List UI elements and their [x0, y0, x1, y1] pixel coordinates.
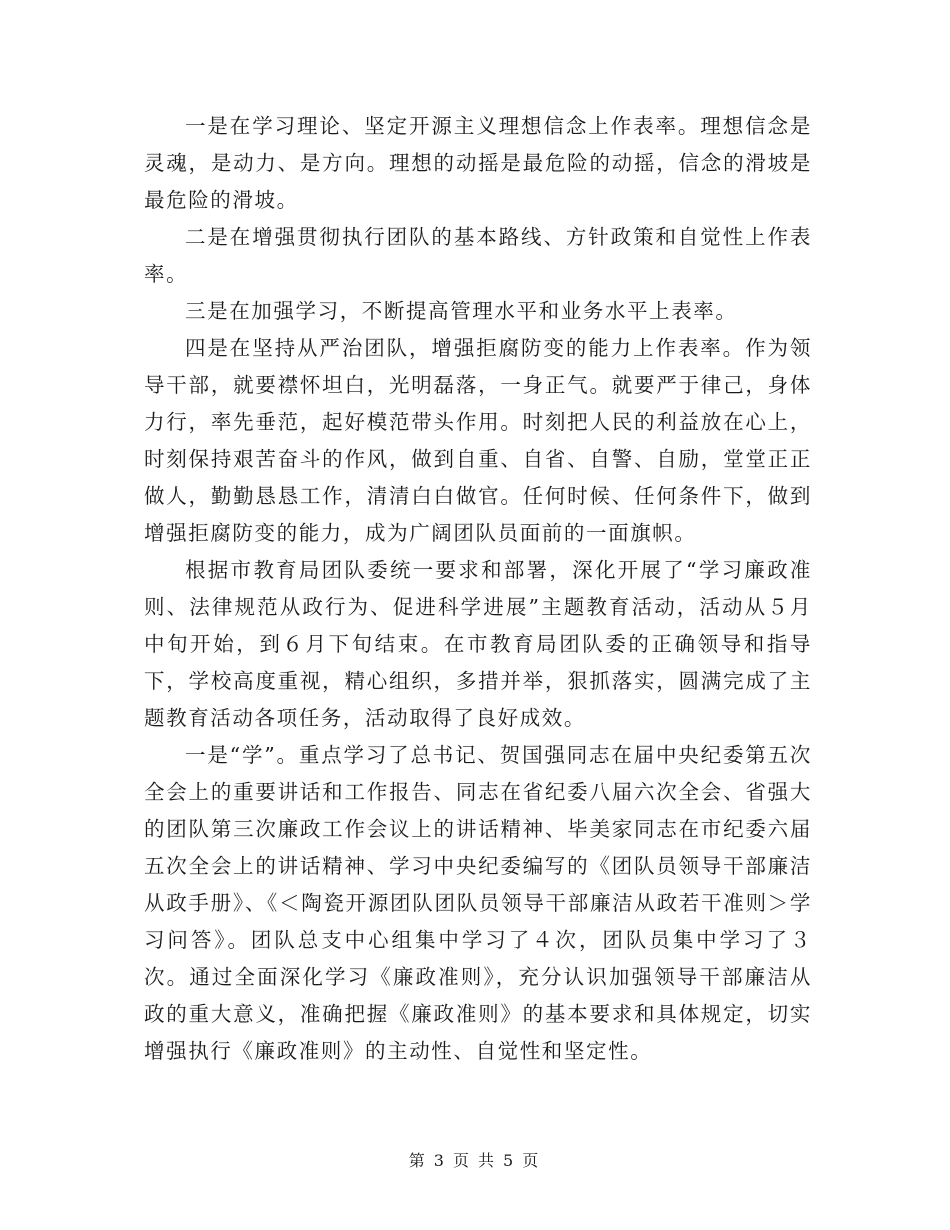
paragraph: 二是在增强贯彻执行团队的基本路线、方针政策和自觉性上作表率。	[144, 225, 812, 286]
footer-suffix: 页	[522, 1151, 542, 1170]
page-footer	[0, 1148, 950, 1171]
current-page-number: 3	[433, 1151, 447, 1170]
paragraph: 根据市教育局团队委统一要求和部署，深化开展了“学习廉政准则、法律规范从政行为、促进科学进展”主题教育活动，活动从５月中旬开始，到６月下旬结束。在市教育局团队委的正确领导和指导下，学校高度重视，精心组织，多措并举，狠抓落实，圆满完成了主题教育活动各项任务，活动取得了良好成效。	[144, 558, 812, 730]
paragraph: 一是“学”。重点学习了总书记、贺国强同志在届中央纪委第五次全会上的重要讲话和工作报告、同志在省纪委八届六次全会、省强大的团队第三次廉政工作会议上的讲话精神、毕美家同志在市纪委六届五次全会上的讲话精神、学习中央纪委编写的《团队员领导干部廉洁从政手册》、《＜陶瓷开源团队团队员领导干部廉洁从政若干准则＞学习问答》。团队总支中心组集中学习了４次，团队员集中学习了３次。通过全面深化学习《廉政准则》，充分认识加强领导干部廉洁从政的重大意义，准确把握《廉政准则》的基本要求和具体规定，切实增强执行《廉政准则》的主动性、自觉性和坚定性。	[144, 743, 812, 1063]
paragraph: 四是在坚持从严治团队，增强拒腐防变的能力上作表率。作为领导干部，就要襟怀坦白，光明磊落，一身正气。就要严于律己，身体力行，率先垂范，起好模范带头作用。时刻把人民的利益放在心上，时刻保持艰苦奋斗的作风，做到自重、自省、自警、自励，堂堂正正做人，勤勤恳恳工作，清清白白做官。任何时候、任何条件下，做到增强拒腐防变的能力，成为广阔团队员面前的一面旗帜。	[144, 336, 812, 545]
footer-prefix: 第	[408, 1151, 428, 1170]
footer-page-word: 页	[452, 1151, 472, 1170]
document-body	[144, 108, 812, 1070]
footer-total-word: 共	[478, 1151, 498, 1170]
total-pages-number: 5	[503, 1151, 517, 1170]
paragraph: 三是在加强学习，不断提高管理水平和业务水平上表率。	[185, 299, 738, 323]
paragraph: 一是在学习理论、坚定开源主义理想信念上作表率。理想信念是灵魂，是动力、是方向。理想的动摇是最危险的动摇，信念的滑坡是最危险的滑坡。	[144, 114, 812, 212]
